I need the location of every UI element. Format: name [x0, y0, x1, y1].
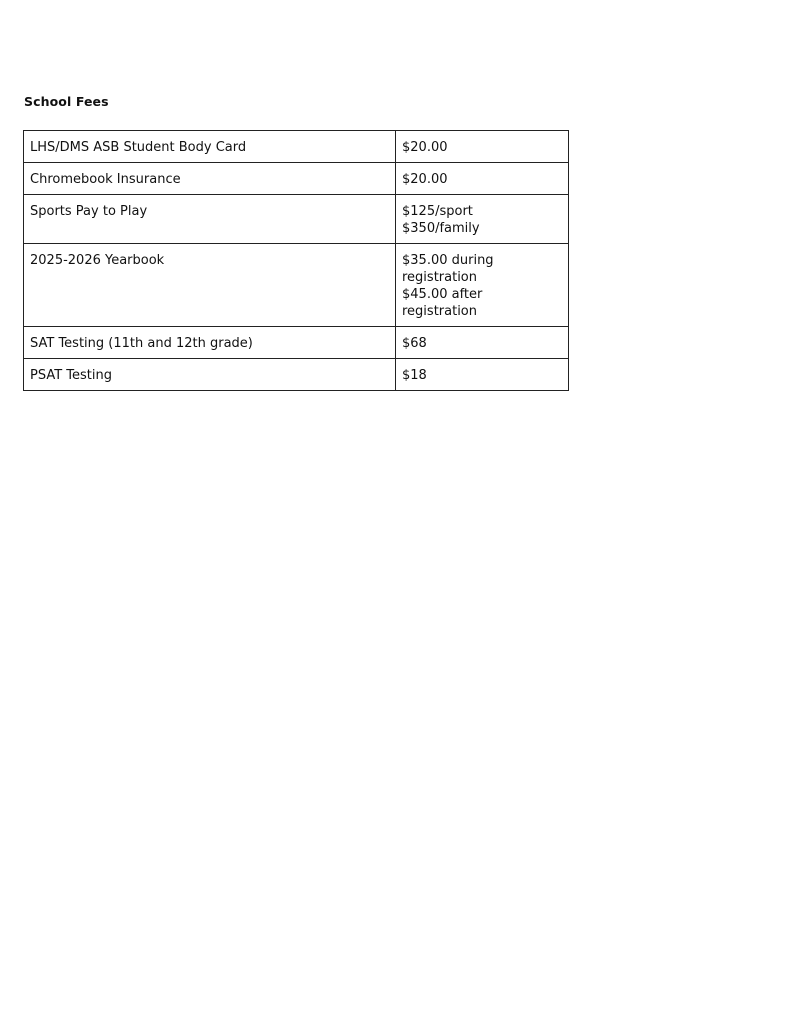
- fee-price-line: $20.00: [402, 172, 448, 187]
- fee-price-line: $35.00 during: [402, 253, 494, 268]
- fee-item: Sports Pay to Play: [24, 195, 396, 244]
- fee-price-line: registration: [402, 270, 478, 285]
- page-title: School Fees: [24, 94, 109, 109]
- fee-price: [396, 327, 569, 359]
- table-row: [24, 359, 569, 391]
- fee-price-line: registration: [402, 304, 478, 319]
- fee-price: [396, 244, 569, 327]
- table-row: [24, 327, 569, 359]
- fee-item: LHS/DMS ASB Student Body Card: [24, 131, 396, 163]
- fee-price: [396, 195, 569, 244]
- fee-item: SAT Testing (11th and 12th grade): [24, 327, 396, 359]
- fee-price-line: $350/family: [402, 221, 480, 236]
- fee-price: [396, 131, 569, 163]
- fees-table: [23, 130, 569, 391]
- fee-price-line: $125/sport: [402, 204, 473, 219]
- table-row: [24, 131, 569, 163]
- fee-price-line: $45.00 after: [402, 287, 483, 302]
- fee-price-line: $20.00: [402, 140, 448, 155]
- table-row: [24, 163, 569, 195]
- fee-price-line: $68: [402, 336, 427, 351]
- table-row: [24, 244, 569, 327]
- table-row: [24, 195, 569, 244]
- fee-item: PSAT Testing: [24, 359, 396, 391]
- fee-price: [396, 163, 569, 195]
- fee-price: [396, 359, 569, 391]
- fee-item: 2025-2026 Yearbook: [24, 244, 396, 327]
- fee-price-line: $18: [402, 368, 427, 383]
- fee-item: Chromebook Insurance: [24, 163, 396, 195]
